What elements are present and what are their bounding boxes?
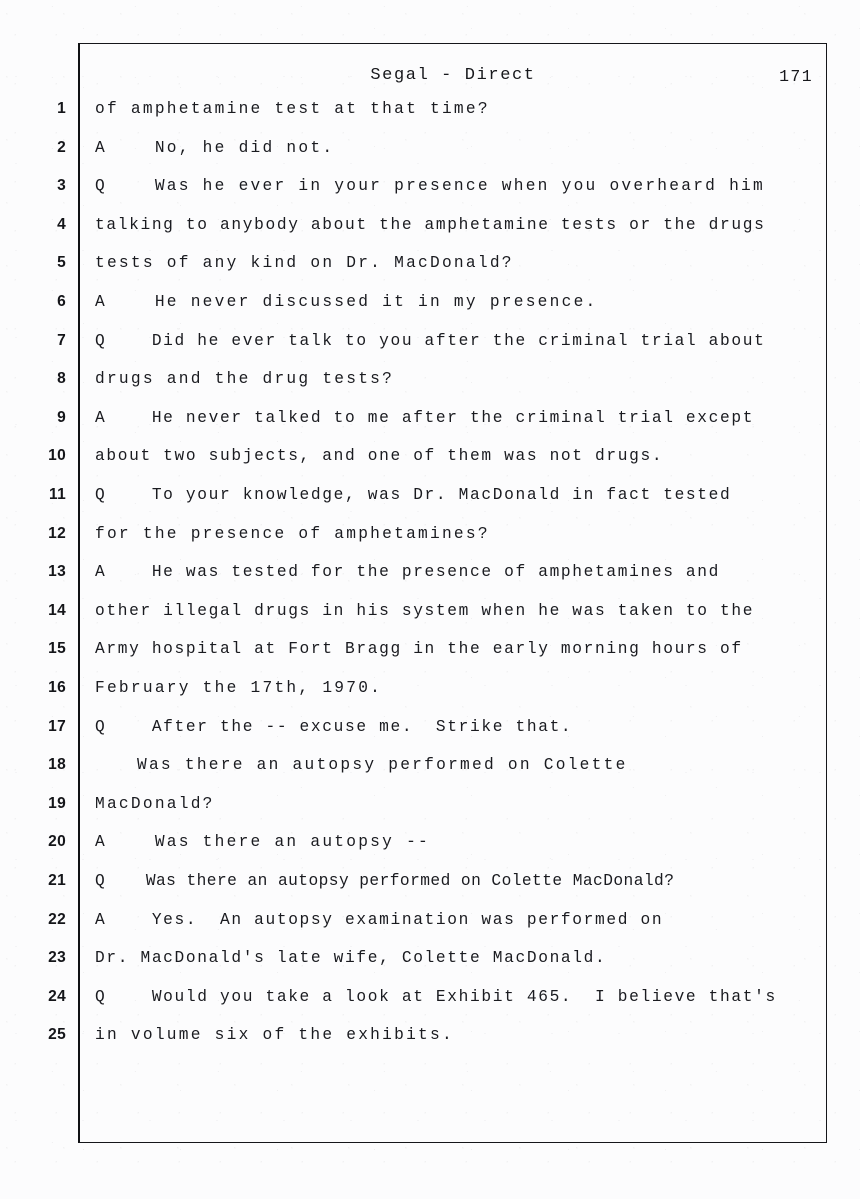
transcript-line: A He never discussed it in my presence. [95,293,598,311]
line-number: 6 [57,293,66,310]
page-title: Segal - Direct [370,66,536,85]
page-number: 171 [779,67,813,86]
line-number: 13 [48,563,66,580]
line-number: 18 [48,756,66,773]
transcript-line: in volume six of the exhibits. [95,1026,454,1044]
line-number: 7 [57,332,66,349]
line-number: 9 [57,409,66,426]
line-number: 20 [48,833,66,850]
transcript-line: Q Did he ever talk to you after the criminal trial about [95,332,766,350]
transcript-line: other illegal drugs in his system when he was taken to the [95,602,755,620]
transcript-line: about two subjects, and one of them was not drugs. [95,447,664,465]
transcript-line: talking to anybody about the amphetamine tests or the drugs [95,216,766,234]
transcript-line: A Yes. An autopsy examination was performed on [95,911,664,929]
line-number: 5 [57,254,66,271]
line-number: 2 [57,139,66,156]
transcript-line: A He was tested for the presence of amphetamines and [95,563,721,581]
line-number: 8 [57,370,66,387]
page-header [79,66,827,92]
transcript-line: tests of any kind on Dr. MacDonald? [95,254,514,272]
transcript-line: Q After the -- excuse me. Strike that. [95,718,573,736]
line-number: 12 [48,525,66,542]
line-number: 16 [48,679,66,696]
transcript-line: Q Was he ever in your presence when you overheard him [95,177,765,195]
transcript-line: Q Was there an autopsy performed on Colette MacDonald? [95,872,675,890]
transcript-line: MacDonald? [95,795,215,813]
line-number: 22 [48,911,66,928]
transcript-line: Was there an autopsy performed on Colette [137,756,628,774]
line-number: 23 [48,949,66,966]
transcript-line: A No, he did not. [95,139,335,157]
line-number: 10 [48,447,66,464]
line-number: 1 [57,100,66,117]
line-number: 21 [48,872,66,889]
transcript-line: A He never talked to me after the criminal trial except [95,409,755,427]
line-number: 24 [48,988,66,1005]
transcript-line: Dr. MacDonald's late wife, Colette MacDonald. [95,949,607,967]
line-number: 17 [48,718,66,735]
transcript-line: Army hospital at Fort Bragg in the early morning hours of [95,640,743,658]
transcript-line: drugs and the drug tests? [95,370,395,388]
transcript-line: February the 17th, 1970. [95,679,383,697]
transcript-line: Q Would you take a look at Exhibit 465. I believe that's [95,988,777,1006]
transcript-line: Q To your knowledge, was Dr. MacDonald in fact tested [95,486,732,504]
transcript-line: A Was there an autopsy -- [95,833,430,851]
line-number: 19 [48,795,66,812]
line-number: 3 [57,177,66,194]
transcript-line: of amphetamine test at that time? [95,100,490,118]
page-border-frame [79,43,827,1143]
line-number: 14 [48,602,66,619]
line-number: 11 [49,486,66,503]
line-number: 15 [48,640,66,657]
line-number: 4 [57,216,66,233]
line-number: 25 [48,1026,66,1043]
transcript-line: for the presence of amphetamines? [95,525,490,543]
